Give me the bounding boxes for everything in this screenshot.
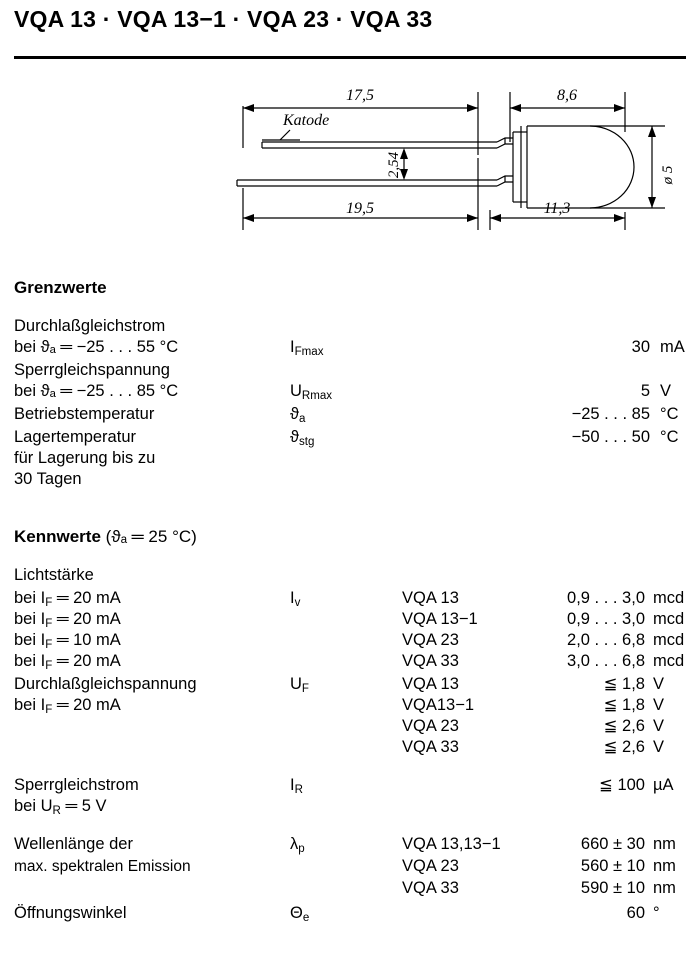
- char-unit-wavelength-1: nm: [653, 857, 676, 875]
- limit-name-reverse-voltage: Sperrgleichspannung: [14, 361, 170, 379]
- limit-note-storage-2: 30 Tagen: [14, 470, 82, 488]
- char-type-wavelength-0: VQA 13,13−1: [402, 835, 501, 853]
- char-type-luminous-0: VQA 13: [402, 589, 459, 607]
- char-type-forward-voltage-0: VQA 13: [402, 675, 459, 693]
- limit-symbol-reverse-voltage: [290, 381, 332, 407]
- char-unit-reverse-current: µA: [653, 776, 674, 794]
- char-type-wavelength-2: VQA 33: [402, 879, 459, 897]
- char-cond-luminous-3: bei $I_F$ ═ 20 mA: [14, 652, 121, 672]
- char-name-wavelength-1: Wellenlänge der: [14, 835, 133, 853]
- char-type-luminous-1: VQA 13−1: [402, 610, 478, 628]
- char-unit-forward-voltage-0: V: [653, 675, 665, 693]
- char-value-luminous-3: 3,0 . . . 6,8: [567, 652, 645, 670]
- char-value-forward-voltage-2: ≦ 2,6: [603, 717, 645, 735]
- char-unit-luminous-0: mcd: [653, 589, 685, 607]
- symbol-letter: I: [290, 338, 295, 356]
- char-type-forward-voltage-2: VQA 23: [402, 717, 459, 735]
- char-value-wavelength-0: 660 ± 30: [580, 835, 645, 853]
- char-type-wavelength-1: VQA 23: [402, 857, 459, 875]
- char-unit-wavelength-0: nm: [653, 835, 676, 853]
- char-symbol-reverse-current: $I_R$: [290, 776, 303, 796]
- char-type-luminous-2: VQA 23: [402, 631, 459, 649]
- section-heading-characteristics: [14, 527, 197, 547]
- char-name-beam-angle: Öffnungswinkel: [14, 904, 127, 922]
- title-divider: [14, 56, 686, 59]
- char-symbol-luminous: $I_v$: [290, 589, 301, 609]
- char-value-wavelength-1: 560 ± 10: [580, 857, 645, 875]
- characteristics-heading-condition: (ϑₐ ═ 25 °C): [105, 527, 197, 546]
- char-value-forward-voltage-0: ≦ 1,8: [603, 675, 645, 693]
- limit-value-operating-temp: −25 . . . 85: [571, 405, 650, 423]
- dimension-pitch: 2,54: [386, 151, 402, 179]
- limit-value-storage-temp: −50 . . . 50: [571, 428, 650, 446]
- page-title: VQA 13 · VQA 13−1 · VQA 23 · VQA 33: [14, 6, 433, 32]
- char-unit-luminous-1: mcd: [653, 610, 685, 628]
- char-unit-wavelength-2: nm: [653, 879, 676, 897]
- char-value-reverse-current: ≦ 100: [599, 776, 645, 794]
- char-unit-beam-angle: °: [653, 904, 660, 922]
- label-cathode: Katode: [283, 112, 330, 129]
- char-type-luminous-3: VQA 33: [402, 652, 459, 670]
- char-value-forward-voltage-1: ≦ 1,8: [603, 696, 645, 714]
- dimension-diameter: ø 5: [660, 165, 676, 185]
- limit-value-forward-current: 30: [631, 338, 650, 356]
- char-name-reverse-current: Sperrgleichstrom: [14, 776, 139, 794]
- dimension-top-right: 8,6: [557, 87, 577, 104]
- limit-cond-reverse-voltage: bei ϑₐ ═ −25 . . . 85 °C: [14, 382, 179, 400]
- char-value-luminous-0: 0,9 . . . 3,0: [567, 589, 645, 607]
- dimension-top-left: 17,5: [346, 87, 374, 104]
- symbol-subscript: Rmax: [301, 389, 333, 402]
- char-value-beam-angle: 60: [626, 904, 645, 922]
- char-type-forward-voltage-1: VQA13−1: [402, 696, 475, 714]
- symbol-letter: U: [290, 382, 302, 400]
- limit-unit-operating-temp: °C: [660, 405, 679, 423]
- char-cond-luminous-1: bei $I_F$ ═ 20 mA: [14, 610, 121, 630]
- limit-symbol-operating-temp: [290, 404, 305, 430]
- dimension-bottom-right: 11,3: [543, 200, 571, 217]
- symbol-letter: ϑ: [290, 428, 300, 446]
- limit-value-reverse-voltage: 5: [640, 382, 650, 400]
- limit-unit-forward-current: mA: [660, 338, 685, 356]
- char-type-forward-voltage-3: VQA 33: [402, 738, 459, 756]
- limit-symbol-storage-temp: [290, 427, 314, 453]
- limit-name-operating-temp: Betriebstemperatur: [14, 405, 155, 423]
- char-cond-forward-voltage: bei $I_F$ ═ 20 mA: [14, 696, 121, 716]
- char-name-wavelength-2: max. spektralen Emission: [14, 858, 191, 875]
- symbol-letter: ϑ: [290, 405, 300, 423]
- section-heading-limits: Grenzwerte: [14, 278, 107, 297]
- char-unit-forward-voltage-3: V: [653, 738, 665, 756]
- char-name-forward-voltage: Durchlaßgleichspannung: [14, 675, 197, 693]
- char-value-wavelength-2: 590 ± 10: [580, 879, 645, 897]
- limit-unit-storage-temp: °C: [660, 428, 679, 446]
- char-symbol-beam-angle: $\Theta_e$: [290, 904, 310, 924]
- char-cond-luminous-2: bei $I_F$ ═ 10 mA: [14, 631, 121, 651]
- limit-unit-reverse-voltage: V: [660, 382, 672, 400]
- symbol-subscript: stg: [299, 435, 315, 448]
- char-unit-luminous-3: mcd: [653, 652, 685, 670]
- characteristics-heading-text: Kennwerte: [14, 527, 101, 546]
- limit-name-storage-temp: Lagertemperatur: [14, 428, 136, 446]
- char-value-forward-voltage-3: ≦ 2,6: [603, 738, 645, 756]
- char-unit-forward-voltage-1: V: [653, 696, 665, 714]
- char-symbol-wavelength: $\lambda_p$: [290, 835, 305, 855]
- component-drawing: [0, 70, 700, 265]
- char-name-luminous-intensity: Lichtstärke: [14, 566, 94, 584]
- limit-note-storage-1: für Lagerung bis zu: [14, 449, 156, 467]
- char-unit-luminous-2: mcd: [653, 631, 685, 649]
- char-cond-luminous-0: bei $I_F$ ═ 20 mA: [14, 589, 121, 609]
- char-cond-reverse-current: bei $U_R$ ═ 5 V: [14, 797, 107, 817]
- char-unit-forward-voltage-2: V: [653, 717, 665, 735]
- char-value-luminous-1: 0,9 . . . 3,0: [567, 610, 645, 628]
- limit-symbol-forward-current: [290, 337, 323, 363]
- char-value-luminous-2: 2,0 . . . 6,8: [567, 631, 645, 649]
- char-symbol-forward-voltage: $U_F$: [290, 675, 309, 695]
- dimension-bottom-left: 19,5: [346, 200, 374, 217]
- symbol-subscript: Fmax: [294, 345, 324, 358]
- symbol-subscript: a: [299, 412, 306, 425]
- limit-cond-forward-current: bei ϑₐ ═ −25 . . . 55 °C: [14, 338, 179, 356]
- limit-name-forward-current: Durchlaßgleichstrom: [14, 317, 166, 335]
